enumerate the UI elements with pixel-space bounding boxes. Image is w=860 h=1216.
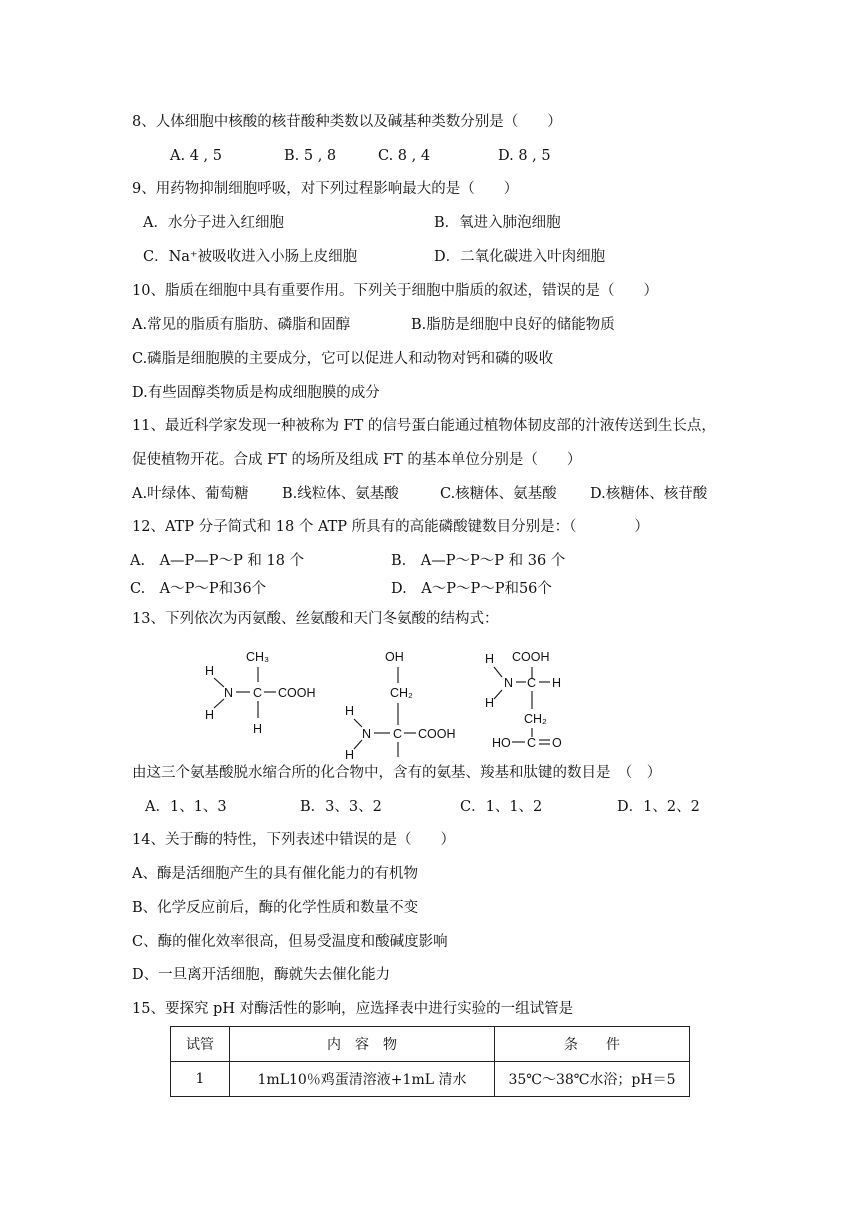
q11-stem-line1: 11、最近科学家发现一种被称为 FT 的信号蛋白能通过植物体韧皮部的汁液传送到生长点， (132, 418, 716, 434)
aspartic-c-side: C (527, 736, 537, 750)
q9-option-c: C．Na⁺被吸收进入小肠上皮细胞 (143, 249, 358, 265)
alanine-h-alpha: H (253, 722, 263, 736)
q10-option-a: A.常见的脂质有脂肪、磷脂和固醇 (132, 317, 351, 333)
q11-option-c: C.核糖体、氨基酸 (440, 486, 557, 502)
table-header-conditions: 条 件 (495, 1027, 690, 1062)
q11-option-b: B.线粒体、氨基酸 (282, 486, 399, 502)
serine-ch2: CH₂ (390, 686, 413, 700)
serine-h-top: H (345, 704, 355, 718)
aspartic-ho: HO (492, 736, 511, 750)
aspartic-o: O (552, 736, 562, 750)
q13-option-b: B．3、3、2 (300, 799, 382, 815)
q8-option-d: D. 8 , 5 (498, 148, 551, 164)
q12-stem: 12、ATP 分子简式和 18 个 ATP 所具有的高能磷酸键数目分别是：（ ） (132, 519, 649, 535)
serine-cooh: COOH (418, 727, 456, 741)
q14-option-a: A、酶是活细胞产生的具有催化能力的有机物 (132, 866, 418, 882)
q8-option-c: C. 8 , 4 (378, 148, 431, 164)
q8-option-b: B. 5 , 8 (284, 148, 337, 164)
q11-option-a: A.叶绿体、葡萄糖 (132, 486, 249, 502)
aspartic-ch2: CH₂ (524, 712, 547, 726)
q12-option-c: C. A～P～P和36个 (130, 581, 267, 597)
aspartic-acid-structure (482, 645, 602, 757)
q10-option-d: D.有些固醇类物质是构成细胞膜的成分 (132, 385, 380, 401)
table-header-row (171, 1027, 690, 1062)
q11-option-d: D.核糖体、核苷酸 (590, 486, 708, 502)
alanine-h-top: H (205, 664, 215, 678)
aspartic-n: N (504, 676, 514, 690)
q12-option-a: A. A—P—P～P 和 18 个 (130, 553, 305, 569)
q9-stem: 9、用药物抑制细胞呼吸，对下列过程影响最大的是（ ） (132, 181, 519, 197)
q9-option-d: D．二氧化碳进入叶肉细胞 (434, 249, 606, 265)
q13-option-d: D．1、2、2 (617, 799, 700, 815)
q13-option-a: A．1、1、3 (145, 799, 227, 815)
serine-n: N (362, 727, 372, 741)
aspartic-h-bottom: H (485, 696, 495, 710)
q8-option-a: A. 4 , 5 (170, 148, 222, 164)
table-cell-tube: 1 (171, 1062, 230, 1097)
table-cell-contents: 1mL10％鸡蛋清溶液+1mL 清水 (230, 1062, 495, 1097)
table-row (171, 1062, 690, 1097)
aspartic-h-right: H (552, 676, 562, 690)
serine-c: C (393, 727, 403, 741)
serine-h-bottom: H (345, 748, 355, 762)
q13-option-c: C．1、1、2 (460, 799, 543, 815)
q14-option-d: D、一旦离开活细胞，酶就失去催化能力 (132, 967, 391, 983)
experiment-table (170, 1026, 690, 1097)
alanine-cooh: COOH (278, 686, 316, 700)
q14-option-c: C、酶的催化效率很高，但易受温度和酸碱度影响 (132, 934, 448, 950)
q13-stem: 13、下列依次为丙氨酸、丝氨酸和天门冬氨酸的结构式： (132, 611, 499, 627)
table-cell-conditions: 35℃～38℃水浴；pH＝5 (495, 1062, 690, 1097)
q12-option-b: B. A—P～P～P 和 36 个 (391, 553, 566, 569)
q10-option-c: C.磷脂是细胞膜的主要成分，它可以促进人和动物对钙和磷的吸收 (132, 351, 554, 367)
q10-option-b: B.脂肪是细胞中良好的储能物质 (411, 317, 615, 333)
q9-option-a: A．水分子进入红细胞 (143, 215, 284, 231)
aspartic-cooh: COOH (512, 650, 550, 664)
alanine-n: N (224, 686, 234, 700)
q14-stem: 14、关于酶的特性，下列表述中错误的是（ ） (132, 832, 455, 848)
aspartic-c: C (527, 676, 537, 690)
q10-stem: 10、脂质在细胞中具有重要作用。下列关于细胞中脂质的叙述，错误的是（ ） (132, 283, 658, 299)
alanine-structure (200, 645, 340, 745)
q15-stem: 15、要探究 pH 对酶活性的影响，应选择表中进行实验的一组试管是 (132, 1001, 574, 1017)
q12-option-d: D. A～P～P～P和56个 (391, 581, 552, 597)
table-header-tube: 试管 (171, 1027, 230, 1062)
q13-question: 由这三个氨基酸脱水缩合所的化合物中，含有的氨基、羧基和肽键的数目是 （ ） (132, 765, 662, 781)
q9-option-b: B．氧进入肺泡细胞 (434, 215, 561, 231)
q8-stem: 8、人体细胞中核酸的核苷酸种类数以及碱基种类数分别是（ ） (132, 114, 562, 130)
q14-option-b: B、化学反应前后，酶的化学性质和数量不变 (132, 900, 419, 916)
serine-oh: OH (385, 650, 404, 664)
table-header-contents: 内 容 物 (230, 1027, 495, 1062)
aspartic-h-top: H (485, 652, 495, 666)
alanine-h-bottom: H (205, 708, 215, 722)
alanine-c: C (253, 686, 263, 700)
alanine-ch3: CH₃ (246, 650, 270, 664)
serine-structure (340, 645, 480, 760)
q11-stem-line2: 促使植物开花。合成 FT 的场所及组成 FT 的基本单位分别是（ ） (132, 452, 582, 468)
